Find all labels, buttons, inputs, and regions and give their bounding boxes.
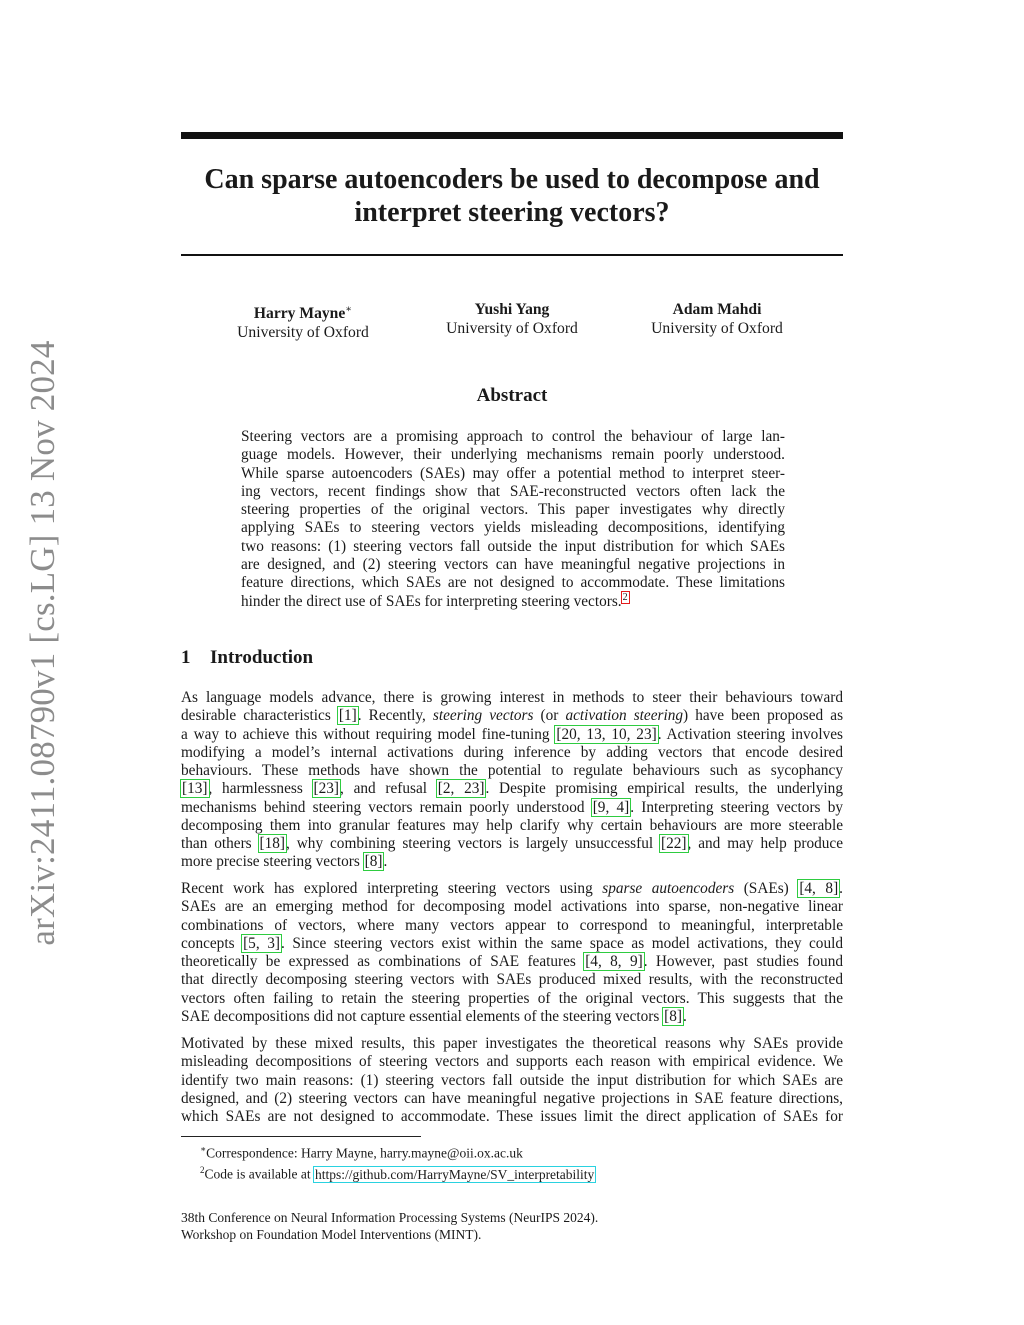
citation-link[interactable]: [2, 23] (437, 780, 485, 798)
footnote-1 (200, 1141, 595, 1162)
title-bottom-rule (181, 254, 843, 256)
text-line: theoretically be expressed as combinations of SAE features [4, 8, 9]. However, past studies found (181, 953, 843, 970)
abstract-line: applying SAEs to steering vectors yields misleading decompositions, identifying (241, 519, 785, 537)
text-line: As language models advance, there is growing interest in methods to steer their behaviours toward (181, 689, 843, 706)
text-line: behaviours. These methods have shown the potential to regulate behaviours such as sycophancy (181, 762, 843, 779)
text-line: modifying a model’s internal activations during inference by adding vectors that encode desired (181, 743, 843, 761)
citation-link[interactable]: [8] (664, 1007, 683, 1025)
abstract-line: are designed, and (2) steering vectors can have meaningful negative projections in (241, 556, 785, 574)
footnote-text: Correspondence: Harry Mayne, harry.mayne@oii.ox.ac.uk (206, 1145, 523, 1161)
text-line: Recent work has explored interpreting steering vectors using sparse autoencoders (SAEs) [4, 8]. (181, 880, 843, 897)
abstract-body (241, 428, 785, 611)
abstract-line: Steering vectors are a promising approach to control the behaviour of large lan- (241, 428, 785, 445)
author-name: Yushi Yang (474, 301, 550, 318)
citation-link[interactable]: [4, 8, 9] (585, 953, 643, 970)
abstract-line: steering properties of the original vectors. This paper investigates why directly (241, 501, 785, 519)
author-affiliation: University of Oxford (651, 320, 783, 337)
text-line: decomposing them into granular features may help clarify why certain behaviours are more steerable (181, 816, 843, 834)
code-repository-link[interactable]: https://github.com/HarryMayne/SV_interpretability (314, 1166, 595, 1182)
citation-link[interactable]: [23] (313, 780, 340, 798)
text-line: that directly decomposing steering vectors with SAEs produced mixed results, with the reconstructed (181, 971, 843, 989)
text-line: misleading decompositions of steering vectors and supports each reason with empirical evidence. We (181, 1053, 843, 1071)
author-name: Harry Mayne (253, 305, 346, 323)
author-block (181, 300, 843, 344)
author-2 (402, 300, 622, 338)
footnote-mark: ∗ (200, 1144, 207, 1154)
paper-title-line-1: Can sparse autoencoders be used to decompose and (204, 164, 820, 195)
author-3 (607, 300, 827, 338)
text-line: more precise steering vectors [8]. (181, 853, 388, 871)
text-line: SAE decompositions did not capture essential elements of the steering vectors [8]. (181, 1007, 687, 1025)
intro-paragraph-3 (181, 1035, 843, 1126)
citation-link[interactable]: [1] (338, 707, 357, 725)
text-line: combinations of vectors, where many vectors appear to correspond to meaningful, interpretable (181, 916, 843, 934)
section-number: 1 (181, 647, 191, 668)
abstract-line: While sparse autoencoders (SAEs) may offer a potential method to interpret steer- (241, 464, 785, 482)
text-line: concepts [5, 3]. Since steering vectors exist within the same space as model activations, they could (181, 934, 843, 952)
text-line: SAEs are an emerging method for decomposing model activations into sparse, non-negative linear (181, 898, 843, 916)
text-line: designed, and (2) steering vectors can have meaningful negative projections in SAE feature directions, (181, 1089, 843, 1107)
abstract-line-text: hinder the direct use of SAEs for interpreting steering vectors. (241, 592, 622, 610)
author-1 (193, 300, 413, 342)
intro-paragraph-1 (181, 689, 843, 872)
text-line: which SAEs are not designed to accommodate. These issues limit the direct application of SAEs for (181, 1108, 843, 1125)
venue-line-2: Workshop on Foundation Model Interventions (MINT). (181, 1227, 482, 1242)
footnote-2 (200, 1162, 595, 1183)
text-line: [13], harmlessness [23], and refusal [2, 23]. Despite promising empirical results, the underlying (182, 780, 843, 798)
text-line: Motivated by these mixed results, this paper investigates the theoretical reasons why SAEs provide (181, 1035, 843, 1052)
paper-title-line-2: interpret steering vectors? (354, 197, 670, 228)
author-affiliation: University of Oxford (446, 320, 578, 337)
citation-link[interactable]: [13] (182, 780, 208, 798)
text-line: identify two main reasons: (1) steering vectors fall outside the input distribution for which SAEs are (181, 1071, 843, 1089)
arxiv-identifier: arXiv:2411.08790v1 [cs.LG] 13 Nov 2024 (23, 340, 62, 946)
text-line: vectors often failing to retain the steering properties of the original vectors. This suggests that the (181, 989, 843, 1007)
abstract-line: feature directions, which SAEs are not designed to accommodate. These limitations (241, 574, 785, 592)
text-line: than others [18], why combining steering vectors is largely unsuccessful [22], and may help produce (181, 835, 843, 852)
footnotes (200, 1141, 595, 1183)
footnote-text: Code is available at (204, 1166, 314, 1182)
citation-link[interactable]: [4, 8] (799, 880, 839, 897)
author-footnote-mark: ∗ (345, 304, 353, 315)
text-line: desirable characteristics [1]. Recently, steering vectors (or activation steering) have been proposed as (181, 707, 844, 725)
section-heading-introduction (181, 647, 313, 669)
abstract-heading: Abstract (476, 385, 548, 406)
text-line: mechanisms behind steering vectors remain poorly understood [9, 4]. Interpreting steering vectors by (181, 798, 843, 816)
section-title: Introduction (210, 647, 314, 668)
author-name: Adam Mahdi (672, 301, 762, 318)
paper-title (181, 163, 843, 229)
abstract-line: ing vectors, recent findings show that SAE-reconstructed vectors often lack the (241, 482, 785, 500)
abstract-line: two reasons: (1) steering vectors fall outside the input distribution for which SAEs (241, 537, 785, 555)
text-line: a way to achieve this without requiring model fine-tuning [20, 13, 10, 23]. Activation steering involves (181, 725, 843, 743)
citation-link[interactable]: [20, 13, 10, 23] (556, 725, 657, 743)
abstract-line (241, 593, 785, 611)
intro-paragraph-2 (181, 880, 843, 1026)
venue-line-1: 38th Conference on Neural Information Processing Systems (NeurIPS 2024). (181, 1210, 599, 1225)
title-top-rule (181, 132, 843, 139)
abstract-line: guage models. However, their underlying mechanisms remain poorly understood. (241, 446, 785, 464)
citation-link[interactable]: [8] (364, 853, 383, 871)
citation-link[interactable]: [5, 3] (243, 934, 280, 952)
footnote-link[interactable]: 2 (622, 591, 628, 603)
footnote-separator (181, 1136, 421, 1137)
footnote-mark: 2 (200, 1165, 205, 1175)
citation-link[interactable]: [18] (259, 835, 286, 852)
venue-note (181, 1209, 598, 1243)
citation-link[interactable]: [9, 4] (592, 798, 630, 816)
author-affiliation: University of Oxford (237, 324, 369, 342)
citation-link[interactable]: [22] (661, 835, 687, 852)
